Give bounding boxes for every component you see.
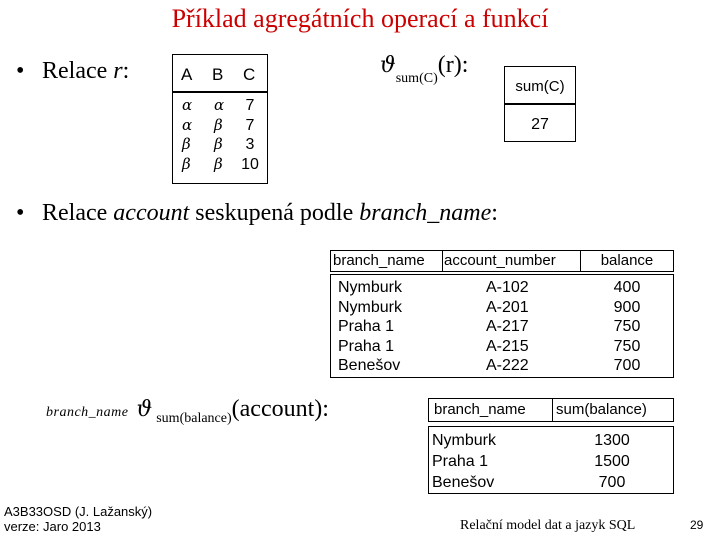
table-cell: 7 <box>245 97 255 114</box>
result1-value: 27 <box>531 116 549 133</box>
aggregate-expression-2 <box>46 396 329 426</box>
footer-course: Relační model dat a jazyk SQL <box>460 518 636 533</box>
table-cell: 700 <box>598 474 626 491</box>
table-cell: 750 <box>613 337 641 355</box>
account-header-balance: balance <box>600 252 654 269</box>
table-cell: α <box>182 96 193 114</box>
account-col-balance <box>600 278 654 376</box>
table-cell: α <box>182 115 193 134</box>
agg2-group: branch_name <box>46 405 129 420</box>
table-cell: Benešov <box>338 357 401 374</box>
account-header-divider-2 <box>580 250 581 272</box>
table-cell: A-201 <box>486 298 529 316</box>
table-cell: 1300 <box>594 432 630 449</box>
table-r <box>172 54 268 184</box>
table-cell: Praha 1 <box>338 318 395 335</box>
table-cell: Nymburk <box>432 432 497 449</box>
account-col-branch <box>338 278 402 376</box>
bullet2-text-a: Relace <box>42 200 114 226</box>
agg2-argument: (account): <box>231 396 329 422</box>
table-cell: A-222 <box>486 357 529 374</box>
table-cell: Praha 1 <box>338 337 395 355</box>
account-col-number <box>486 278 529 376</box>
table-cell: β <box>182 135 191 153</box>
table-cell: Benešov <box>432 474 495 491</box>
table-cell: A-217 <box>486 318 529 335</box>
table-cell: 7 <box>245 116 255 134</box>
bullet2-text-d: branch_name <box>359 200 492 226</box>
result2-col-branch <box>432 430 496 493</box>
table-r-col-a <box>182 96 202 174</box>
account-header-branch: branch_name <box>333 252 425 269</box>
table-cell: 700 <box>613 357 641 374</box>
account-header-number: account_number <box>444 252 556 269</box>
table-cell: 750 <box>613 318 641 335</box>
footer-line-1: A3B33OSD (J. Lažanský) <box>4 504 153 519</box>
table-r-col-c <box>236 96 264 174</box>
agg2-subscript: sum(balance) <box>156 411 232 426</box>
theta-glyph: ϑ <box>136 397 153 422</box>
footer-author <box>4 504 152 534</box>
bullet-dot-icon: • <box>16 200 25 226</box>
table-cell: 3 <box>245 136 255 153</box>
table-cell: 10 <box>241 155 259 173</box>
bullet2-text-b: account <box>113 200 190 226</box>
table-cell: β <box>214 135 223 153</box>
table-cell: Nymburk <box>338 279 403 296</box>
result1-header: sum(C) <box>515 78 565 95</box>
footer-line-2: verze: Jaro 2013 <box>4 519 101 534</box>
bullet-relation-r <box>16 58 129 85</box>
table-cell: β <box>214 154 223 173</box>
agg-subscript: sum(C) <box>395 71 438 86</box>
table-cell: 1500 <box>594 453 630 470</box>
agg-argument: (r): <box>437 52 469 78</box>
table-r-col-b <box>214 96 234 174</box>
bullet2-text-c: seskupená podle <box>189 200 360 226</box>
bullet-label: Relace <box>42 58 114 84</box>
aggregate-expression-1 <box>380 52 469 86</box>
theta-glyph: ϑ <box>380 53 396 78</box>
table-r-header-c: C <box>243 65 256 84</box>
bullet-colon: : <box>122 58 130 84</box>
table-cell: 400 <box>613 279 641 296</box>
result2-header-sum: sum(balance) <box>556 401 647 418</box>
result2-header-branch: branch_name <box>434 401 526 418</box>
bullet-dot-icon: • <box>16 58 25 84</box>
table-r-header-b: B <box>212 65 224 84</box>
page-number: 29 <box>690 518 704 532</box>
table-r-header-a: A <box>181 65 193 84</box>
table-cell: β <box>182 154 191 173</box>
bullet-var: r <box>113 58 123 84</box>
result2-col-sum <box>580 430 644 493</box>
table-cell: A-215 <box>486 337 529 355</box>
result2-header-divider <box>552 398 553 422</box>
table-cell: β <box>214 115 223 134</box>
table-cell: α <box>214 96 225 114</box>
account-header-divider-1 <box>442 250 443 272</box>
slide-title: Příklad agregátních operací a funkcí <box>171 4 549 33</box>
table-cell: Praha 1 <box>432 453 489 470</box>
table-cell: A-102 <box>486 279 529 296</box>
bullet2-text-e: : <box>491 200 498 226</box>
table-cell: Nymburk <box>338 298 403 316</box>
bullet-relation-account <box>16 200 498 227</box>
table-cell: 900 <box>613 298 641 316</box>
